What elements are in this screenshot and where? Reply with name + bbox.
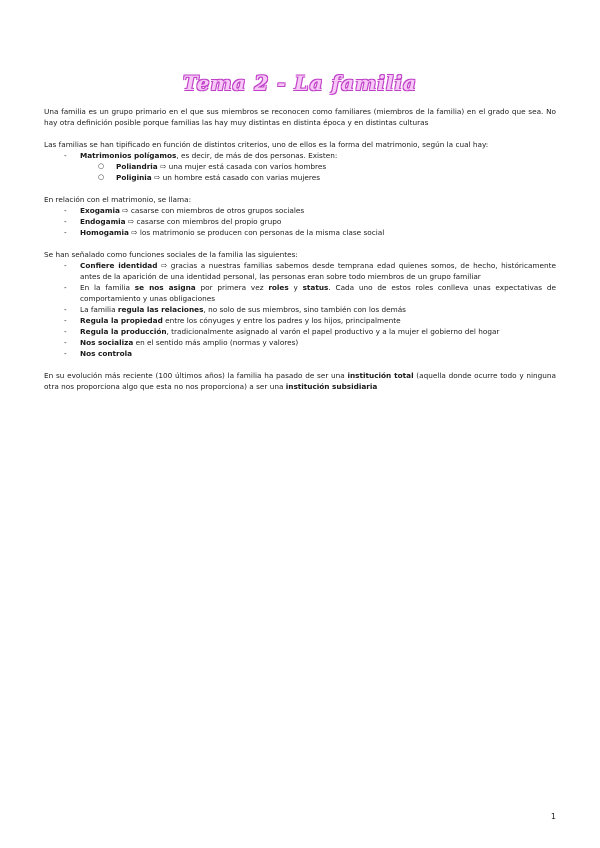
funciones-list	[44, 260, 556, 359]
evolucion-paragraph: En su evolución más reciente (100 últimos años) la familia ha pasado de ser una institución total (aquella donde ocurre todo y ninguna otra nos proporciona algo que esta no nos proporciona) a ser una institución subsidiaria	[44, 371, 556, 391]
section-funciones	[44, 249, 556, 359]
list-item: - Regula la producción, tradicionalmente asignado al varón el papel productivo y a la mujer el gobierno del hogar	[44, 326, 556, 337]
arrow-icon: ⇨	[160, 261, 168, 270]
section-tipificacion	[44, 139, 556, 183]
list-item: - Endogamia ⇨ casarse con miembros del propio grupo	[44, 216, 556, 227]
list-item: - La familia regula las relaciones, no solo de sus miembros, sino también con los demás	[44, 304, 556, 315]
sublist-item: ○ Poliandria ⇨ una mujer está casada con varios hombres	[80, 161, 556, 172]
page-number: 1	[550, 812, 556, 821]
arrow-icon: ⇨	[127, 217, 135, 226]
list-item: - En la familia se nos asigna por primera vez roles y status. Cada uno de estos roles conlleva unas expectativas de comportamiento y unas obligaciones	[44, 282, 556, 304]
arrow-icon: ⇨	[154, 173, 161, 182]
list-item: - Regula la propiedad entre los cónyuges y entre los padres y los hijos, principalmente	[44, 315, 556, 326]
tipificacion-list	[44, 150, 556, 183]
list-item: - Nos socializa en el sentido más amplio (normas y valores)	[44, 337, 556, 348]
intro-paragraph: Una familia es un grupo primario en el que sus miembros se reconocen como familiares (miembros de la familia) en el grado que sea. No hay otra definición posible porque familias las hay muy distintas en distinta época y en distintas culturas	[44, 107, 556, 127]
sublist-item: ○ Poliginia ⇨ un hombre está casado con varias mujeres	[80, 172, 556, 183]
tipificacion-text: Las familias se han tipificado en función de distintos criterios, uno de ellos es la forma del matrimonio, según la cual hay:	[44, 140, 489, 149]
arrow-icon: ⇨	[160, 162, 167, 171]
list-item: - Exogamia ⇨ casarse con miembros de otros grupos sociales	[44, 205, 556, 216]
funciones-text: Se han señalado como funciones sociales de la familia las siguientes:	[44, 250, 298, 259]
list-item: - Homogamia ⇨ los matrimonio se producen con personas de la misma clase social	[44, 227, 556, 238]
document-page	[44, 70, 556, 403]
sublist	[80, 161, 556, 183]
list-item: - Confiere identidad ⇨ gracias a nuestras familias sabemos desde temprana edad quienes somos, de hecho, históricamente antes de la aparición de una identidad personal, las personas eran sobre todo miembros de un grupo familiar	[44, 260, 556, 282]
list-item: - Nos controla	[44, 348, 556, 359]
matrimonio-text: En relación con el matrimonio, se llama:	[44, 195, 192, 204]
matrimonio-list	[44, 205, 556, 238]
section-matrimonio	[44, 194, 556, 238]
arrow-icon: ⇨	[131, 228, 138, 237]
arrow-icon: ⇨	[122, 206, 129, 215]
page-title: Tema 2 - La familia	[183, 71, 417, 95]
list-item: - Matrimonios polígamos, es decir, de más de dos personas. Existen: ○ Poliandria ⇨ una mujer está casada con varios hombres ○ Poliginia ⇨ un hombre está casado con varias mujeres	[44, 150, 556, 183]
